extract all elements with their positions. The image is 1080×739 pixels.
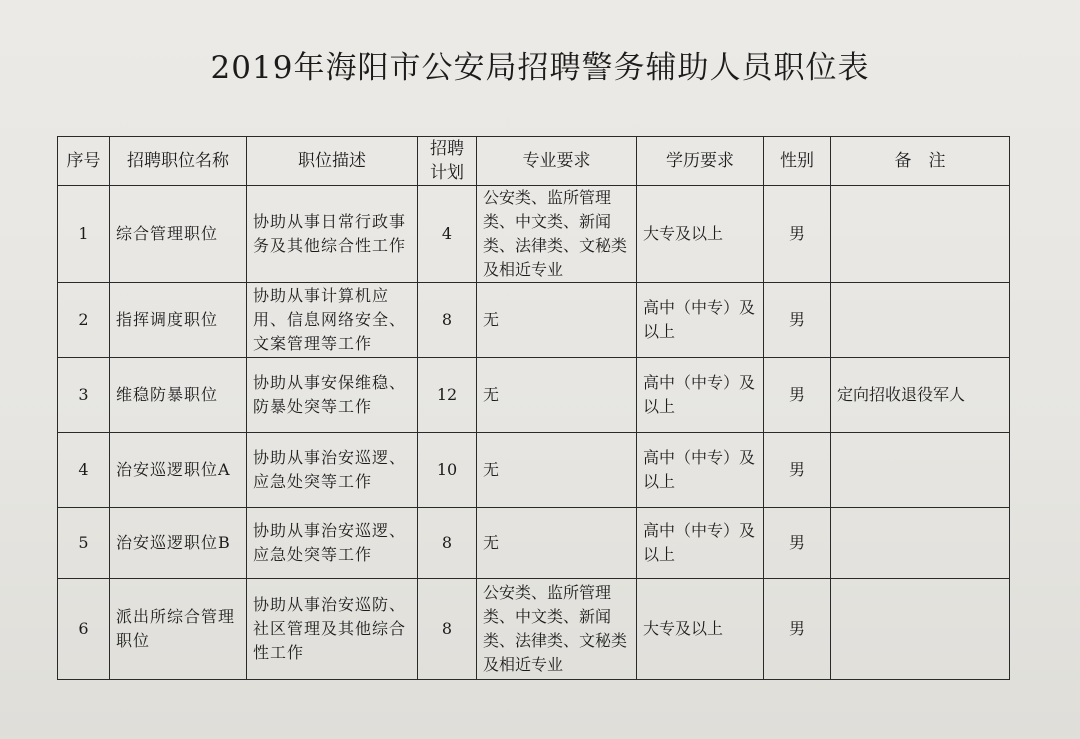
cell-remarks: 定向招收退役军人 — [831, 358, 1010, 433]
cell-remarks — [831, 186, 1010, 283]
cell-position: 治安巡逻职位A — [110, 433, 247, 508]
header-gender: 性别 — [764, 137, 831, 186]
cell-gender: 男 — [764, 283, 831, 358]
cell-description: 协助从事安保维稳、防暴处突等工作 — [247, 358, 418, 433]
header-plan: 招聘计划 — [418, 137, 477, 186]
cell-plan: 8 — [418, 283, 477, 358]
cell-major: 无 — [477, 433, 637, 508]
cell-position: 治安巡逻职位B — [110, 508, 247, 579]
cell-seq: 6 — [58, 579, 110, 680]
cell-position: 指挥调度职位 — [110, 283, 247, 358]
cell-major: 无 — [477, 508, 637, 579]
table-row — [58, 508, 1010, 579]
cell-description: 协助从事日常行政事务及其他综合性工作 — [247, 186, 418, 283]
cell-education: 大专及以上 — [637, 579, 764, 680]
header-seq: 序号 — [58, 137, 110, 186]
cell-gender: 男 — [764, 433, 831, 508]
cell-plan: 8 — [418, 579, 477, 680]
cell-plan: 10 — [418, 433, 477, 508]
cell-seq: 5 — [58, 508, 110, 579]
cell-description: 协助从事计算机应用、信息网络安全、文案管理等工作 — [247, 283, 418, 358]
cell-description: 协助从事治安巡逻、应急处突等工作 — [247, 508, 418, 579]
page-title: 2019年海阳市公安局招聘警务辅助人员职位表 — [210, 50, 870, 86]
table-row — [58, 186, 1010, 283]
cell-position: 综合管理职位 — [110, 186, 247, 283]
cell-position: 维稳防暴职位 — [110, 358, 247, 433]
header-position: 招聘职位名称 — [110, 137, 247, 186]
cell-plan: 4 — [418, 186, 477, 283]
cell-description: 协助从事治安巡逻、应急处突等工作 — [247, 433, 418, 508]
table-row — [58, 579, 1010, 680]
cell-plan: 12 — [418, 358, 477, 433]
cell-position: 派出所综合管理职位 — [110, 579, 247, 680]
table-row — [58, 283, 1010, 358]
positions-table — [57, 136, 1010, 680]
table-row — [58, 433, 1010, 508]
header-remarks: 备 注 — [831, 137, 1010, 186]
cell-remarks — [831, 579, 1010, 680]
cell-seq: 4 — [58, 433, 110, 508]
header-major: 专业要求 — [477, 137, 637, 186]
header-education: 学历要求 — [637, 137, 764, 186]
cell-remarks — [831, 433, 1010, 508]
cell-gender: 男 — [764, 579, 831, 680]
cell-major: 无 — [477, 283, 637, 358]
cell-seq: 3 — [58, 358, 110, 433]
cell-plan: 8 — [418, 508, 477, 579]
cell-education: 高中（中专）及以上 — [637, 508, 764, 579]
cell-gender: 男 — [764, 358, 831, 433]
cell-description: 协助从事治安巡防、社区管理及其他综合性工作 — [247, 579, 418, 680]
cell-gender: 男 — [764, 508, 831, 579]
cell-education: 高中（中专）及以上 — [637, 283, 764, 358]
table-row — [58, 358, 1010, 433]
header-description: 职位描述 — [247, 137, 418, 186]
cell-education: 高中（中专）及以上 — [637, 433, 764, 508]
cell-seq: 1 — [58, 186, 110, 283]
cell-education: 高中（中专）及以上 — [637, 358, 764, 433]
cell-major: 公安类、监所管理类、中文类、新闻类、法律类、文秘类及相近专业 — [477, 579, 637, 680]
cell-major: 公安类、监所管理类、中文类、新闻类、法律类、文秘类及相近专业 — [477, 186, 637, 283]
cell-remarks — [831, 508, 1010, 579]
table-header-row — [58, 137, 1010, 186]
cell-gender: 男 — [764, 186, 831, 283]
cell-remarks — [831, 283, 1010, 358]
cell-education: 大专及以上 — [637, 186, 764, 283]
cell-major: 无 — [477, 358, 637, 433]
cell-seq: 2 — [58, 283, 110, 358]
